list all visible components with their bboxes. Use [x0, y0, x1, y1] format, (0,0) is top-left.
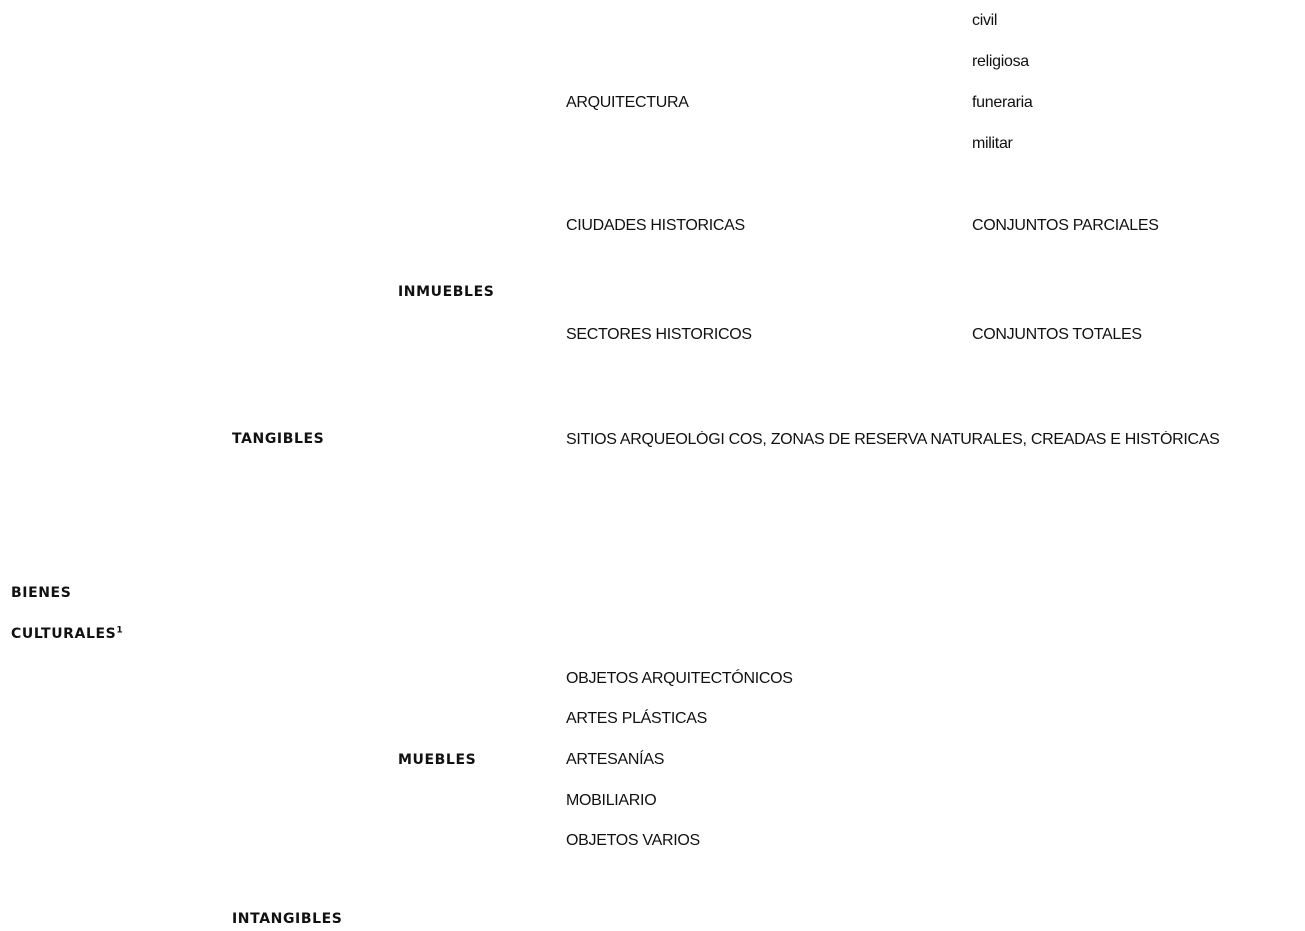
conjuntos-totales-node: CONJUNTOS TOTALES: [972, 326, 1142, 343]
root-label-line1: BIENES: [11, 585, 72, 601]
sectores-historicos-node: SECTORES HISTORICOS: [566, 326, 752, 343]
ciudades-historicas-node: CIUDADES HISTORICAS: [566, 217, 745, 234]
muebles-item-artes-plasticas: ARTES PLÁSTICAS: [566, 710, 708, 727]
footnote-marker: 1: [116, 625, 124, 636]
conjuntos-parciales-node: CONJUNTOS PARCIALES: [972, 217, 1159, 234]
inmuebles-node: INMUEBLES: [398, 284, 495, 300]
root-label-text: CULTURALES: [11, 626, 117, 642]
muebles-item-mobiliario: MOBILIARIO: [566, 792, 657, 809]
tangibles-node: TANGIBLES: [232, 431, 325, 447]
root-label-line2: [11, 625, 123, 643]
arquitectura-type-funeraria: funeraria: [972, 94, 1033, 111]
muebles-item-objetos-arquitectonicos: OBJETOS ARQUITECTÓNICOS: [566, 670, 793, 687]
muebles-item-objetos-varios: OBJETOS VARIOS: [566, 832, 700, 849]
muebles-item-artesanias: ARTESANÍAS: [566, 751, 665, 768]
arquitectura-type-religiosa: religiosa: [972, 53, 1029, 70]
sitios-arqueologicos-node: SITIOS ARQUEOLÓGI COS, ZONAS DE RESERVA NATURALES, CREADAS E HISTÓRICAS: [566, 431, 1220, 448]
arquitectura-node: ARQUITECTURA: [566, 94, 689, 111]
intangibles-node: INTANGIBLES: [232, 911, 343, 927]
muebles-node: MUEBLES: [398, 752, 477, 768]
arquitectura-type-civil: civil: [972, 12, 998, 29]
arquitectura-type-militar: militar: [972, 135, 1013, 152]
